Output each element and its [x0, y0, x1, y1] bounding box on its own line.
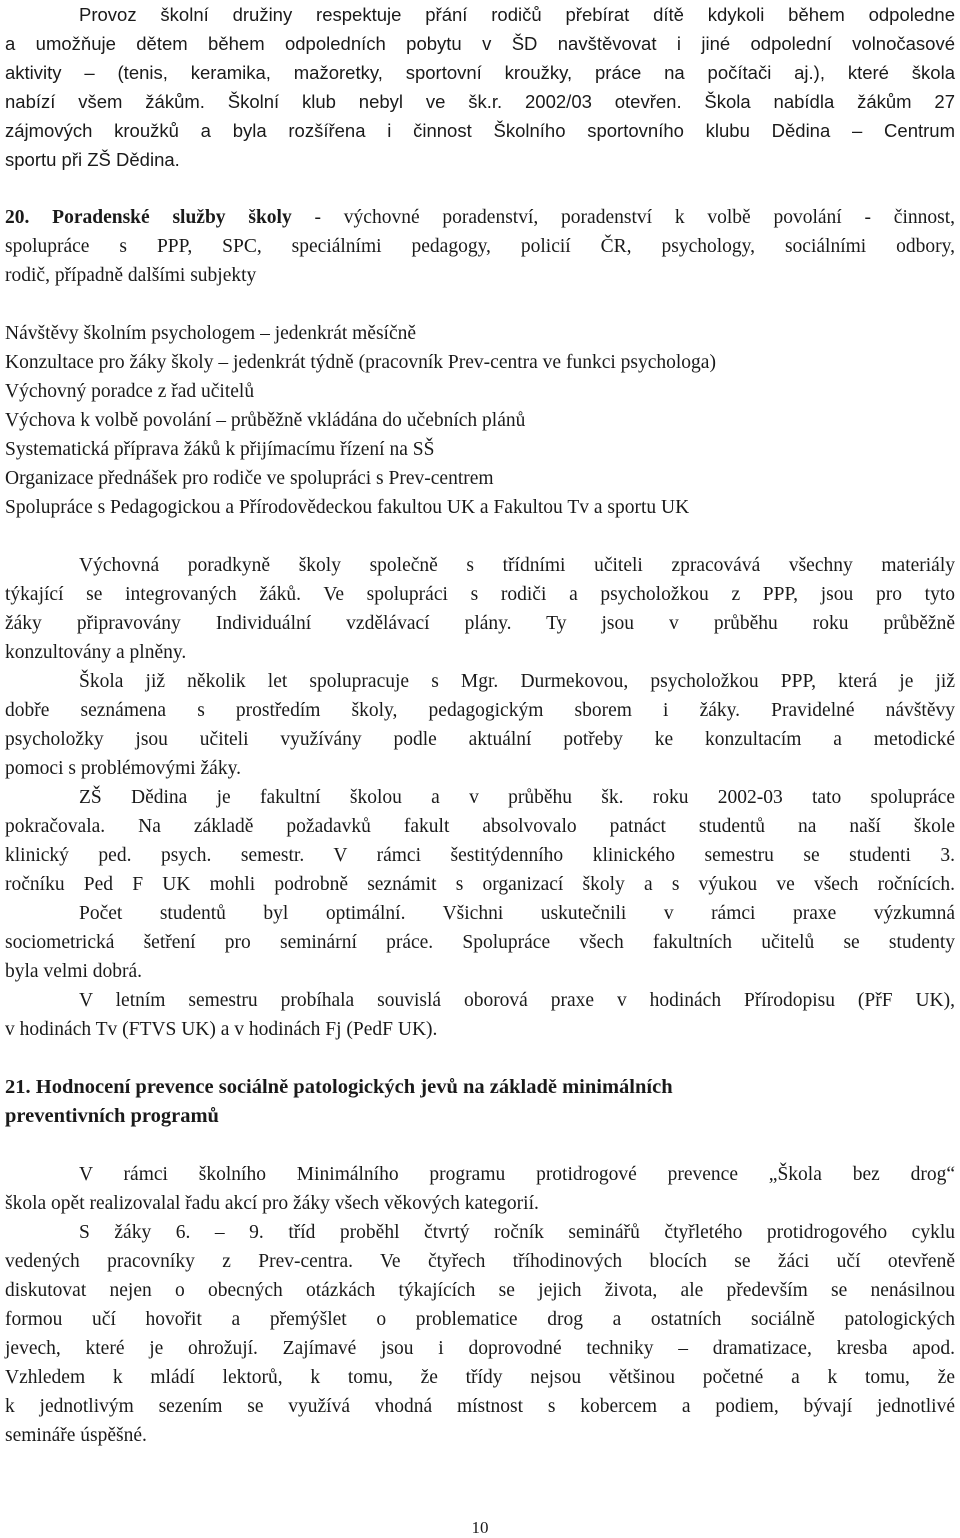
text-line: psycholožky jsou učiteli využívány podle aktuální potřeby ke konzultacím a metodické [5, 729, 955, 750]
text-line: diskutovat nejen o obecných otázkách týkajících se jejich života, ale především se nenásilnou [5, 1280, 955, 1301]
text-line: V letním semestru probíhala souvislá oborová praxe v hodinách Přírodopisu (PřF UK), [79, 990, 955, 1011]
text-line: jevech, které je ohrožují. Zajímavé jsou i doprovodné techniky – dramatizace, kresba apod. [5, 1338, 955, 1359]
section-20-heading: 20. Poradenské služby školy [5, 207, 292, 228]
text-line: Škola již několik let spolupracuje s Mgr. Durmekovou, psycholožkou PPP, která je již [79, 671, 955, 692]
text-line: Provoz školní družiny respektuje přání rodičů přebírat dítě kdykoli během odpoledne [79, 4, 955, 25]
list-item: Návštěvy školním psychologem – jedenkrát měsíčně [5, 323, 417, 344]
text-line: škola opět realizovalal řadu akcí pro žáky všech věkových kategorií. [5, 1193, 539, 1214]
text-line: vedených pracovníky z Prev-centra. Ve čtyřech tříhodinových blocích se žáci učí otevřeně [5, 1251, 955, 1272]
list-item: Spolupráce s Pedagogickou a Přírodovědeckou fakultou UK a Fakultou Tv a sportu UK [5, 497, 690, 518]
text-line: k jednotlivým sezením se využívá vhodná místnost s kobercem a podiem, bývají jednotlivé [5, 1396, 955, 1417]
section-21-heading-line: 21. Hodnocení prevence sociálně patologických jevů na základě minimálních [5, 1076, 673, 1098]
text-line: a umožňuje dětem během odpoledních pobytu v ŠD navštěvovat i jiné odpolední volnočasové [5, 33, 955, 54]
text-line: zájmových kroužků a byla rozšířena i činnost Školního sportovního klubu Dědina – Centrum [5, 120, 955, 141]
list-item: Výchova k volbě povolání – průběžně vkládána do učebních plánů [5, 410, 526, 431]
text-line: konzultovány a plněny. [5, 642, 187, 663]
list-item: Výchovný poradce z řad učitelů [5, 381, 255, 402]
text-line: V rámci školního Minimálního programu protidrogové prevence „Škola bez drog“ [79, 1164, 955, 1185]
list-item: Systematická příprava žáků k přijímacímu řízení na SŠ [5, 439, 435, 460]
text-line: ZŠ Dědina je fakultní školou a v průběhu šk. roku 2002-03 tato spolupráce [79, 787, 955, 808]
section-20-intro-line [5, 203, 955, 232]
text-line: semináře úspěšné. [5, 1425, 147, 1446]
text-line: sportu při ZŠ Dědina. [5, 149, 180, 170]
text-line: Výchovná poradkyně školy společně s třídními učiteli zpracovává všechny materiály [79, 555, 955, 576]
section-21-heading-line: preventivních programů [5, 1105, 219, 1127]
list-item: Organizace přednášek pro rodiče ve spolupráci s Prev-centrem [5, 468, 494, 489]
list-item: Konzultace pro žáky školy – jedenkrát týdně (pracovník Prev-centra ve funkci psychologa) [5, 352, 716, 373]
text-line: pokračovala. Na základě požadavků fakult absolvovalo patnáct studentů na naší škole [5, 816, 955, 837]
text-line: spolupráce s PPP, SPC, speciálními pedagogy, policií ČR, psychology, sociálními odbory, [5, 236, 955, 257]
text-line: žáky připravovány Individuální vzdělávací plány. Ty jsou v průběhu roku průběžně [5, 613, 955, 634]
text-line: sociometrická šetření pro seminární práce. Spolupráce všech fakultních učitelů se studenty [5, 932, 955, 953]
text-line: rodič, případně dalšími subjekty [5, 265, 257, 286]
text-line: ročníku Ped F UK mohli podrobně seznámit s organizací školy a s výukou ve všech ročnících. [5, 874, 955, 895]
text-line: dobře seznámena s prostředím školy, pedagogickým sborem i žáky. Pravidelné návštěvy [5, 700, 955, 721]
text-line: Vzhledem k mládí lektorů, k tomu, že třídy nejsou většinou početné a k tomu, že [5, 1367, 955, 1388]
text-line: klinický ped. psych. semestr. V rámci šestitýdenního klinického semestru se studenti 3. [5, 845, 955, 866]
text-line: pomoci s problémovými žáky. [5, 758, 241, 779]
text-line: Počet studentů byl optimální. Všichni uskutečnili v rámci praxe výzkumná [79, 903, 955, 924]
text-line: nabízí všem žákům. Školní klub nebyl ve šk.r. 2002/03 otevřen. Škola nabídla žákům 27 [5, 91, 955, 112]
text-line: v hodinách Tv (FTVS UK) a v hodinách Fj (PedF UK). [5, 1019, 438, 1040]
section-20-intro-rest: - výchovné poradenství, poradenství k volbě povolání - činnost, [291, 207, 956, 228]
text-line: formou učí hovořit a přemýšlet o problematice drog a ostatních sociálně patologických [5, 1309, 955, 1330]
text-line: S žáky 6. – 9. tříd proběhl čtvrtý ročník seminářů čtyřletého protidrogového cyklu [79, 1222, 955, 1243]
text-line: aktivity – (tenis, keramika, mažoretky, sportovní kroužky, práce na počítači aj.), které škola [5, 62, 955, 83]
page-number: 10 [471, 1518, 489, 1537]
text-line: týkající se integrovaných žáků. Ve spolupráci s rodiči a psycholožkou z PPP, jsou pro tyto [5, 584, 955, 605]
text-line: byla velmi dobrá. [5, 961, 143, 982]
